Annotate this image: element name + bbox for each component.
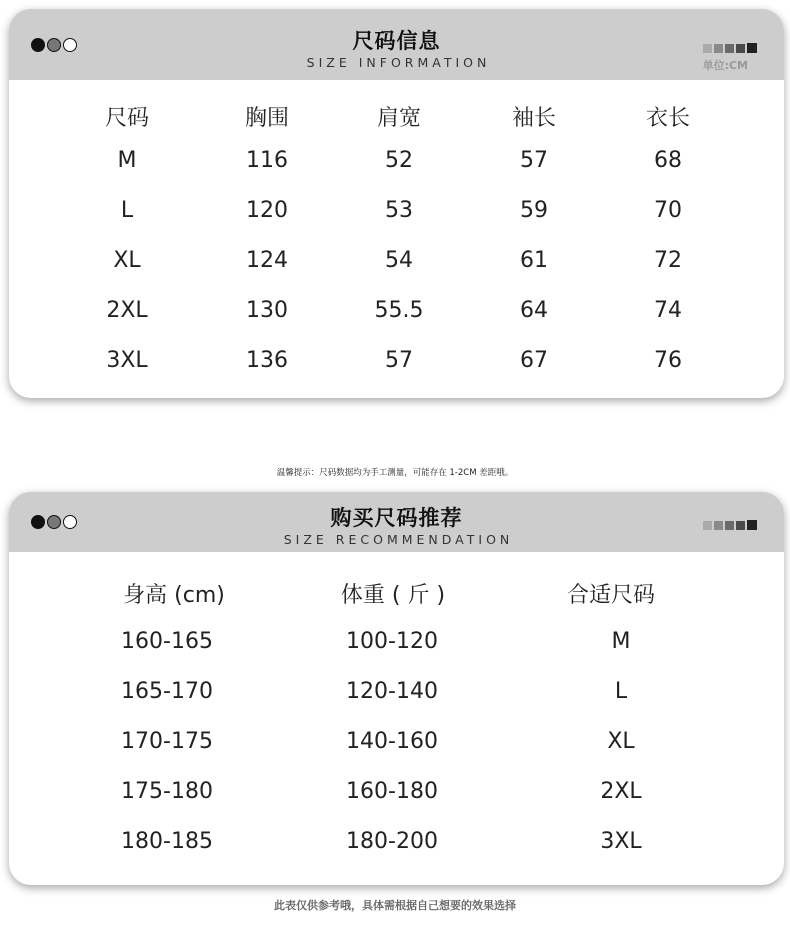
table-cell: L xyxy=(614,679,628,704)
size-recommendation-subtitle: SIZE RECOMMENDATION xyxy=(283,532,514,547)
column-header-shoulder: 肩宽 xyxy=(376,106,422,131)
table-cell: 67 xyxy=(520,348,548,373)
table-cell: 55.5 xyxy=(374,298,424,323)
size-information-title: 尺码信息 xyxy=(352,29,441,53)
square-icon xyxy=(703,521,712,530)
square-icon xyxy=(747,520,757,530)
column-header-height: 身高 (cm) xyxy=(123,583,225,608)
table-cell: 68 xyxy=(654,148,682,173)
table-cell: 160-180 xyxy=(346,779,438,804)
table-cell: 160-165 xyxy=(121,629,213,654)
table-cell: 64 xyxy=(520,298,548,323)
table-cell: L xyxy=(120,198,134,223)
gradient-squares-icon xyxy=(701,520,757,530)
table-cell: 175-180 xyxy=(121,779,213,804)
table-cell: 100-120 xyxy=(346,629,438,654)
table-cell: 54 xyxy=(385,248,413,273)
table-cell: 2XL xyxy=(600,779,642,804)
table-cell: 52 xyxy=(385,148,413,173)
column-header-size: 尺码 xyxy=(104,106,150,131)
unit-label: 单位:CM xyxy=(702,59,748,72)
size-information-card xyxy=(9,9,784,398)
column-header-fit-size: 合适尺码 xyxy=(566,583,656,608)
square-icon xyxy=(736,521,745,530)
table-cell: XL xyxy=(113,248,141,273)
table-cell: 116 xyxy=(246,148,288,173)
size-information-header xyxy=(9,9,784,80)
table-cell: M xyxy=(117,148,137,173)
size-recommendation-header xyxy=(9,492,784,552)
table-cell: 2XL xyxy=(106,298,148,323)
table-cell: 76 xyxy=(654,348,682,373)
table-cell: 59 xyxy=(520,198,548,223)
square-icon xyxy=(747,43,757,53)
table-cell: 72 xyxy=(654,248,682,273)
table-cell: 53 xyxy=(385,198,413,223)
column-header-chest: 胸围 xyxy=(244,106,290,131)
table-cell: 74 xyxy=(654,298,682,323)
size-recommendation-card xyxy=(9,492,784,885)
size-information-subtitle: SIZE INFORMATION xyxy=(306,55,491,70)
table-cell: 3XL xyxy=(600,829,642,854)
table-cell: 120 xyxy=(246,198,288,223)
table-cell: 136 xyxy=(246,348,288,373)
gradient-squares-icon xyxy=(701,43,757,53)
reference-note: 此表仅供参考哦，具体需根据自己想要的效果选择 xyxy=(274,899,516,912)
table-cell: 165-170 xyxy=(121,679,213,704)
square-icon xyxy=(736,44,745,53)
column-header-weight: 体重 ( 斤 ) xyxy=(340,583,446,608)
table-cell: 180-185 xyxy=(121,829,213,854)
square-icon xyxy=(714,44,723,53)
table-cell: 70 xyxy=(654,198,682,223)
square-icon xyxy=(725,44,734,53)
size-recommendation-title: 购买尺码推荐 xyxy=(330,506,463,530)
table-cell: 170-175 xyxy=(121,729,213,754)
table-cell: 57 xyxy=(385,348,413,373)
table-cell: M xyxy=(611,629,631,654)
column-header-sleeve: 袖长 xyxy=(511,106,557,131)
square-icon xyxy=(725,521,734,530)
table-cell: 130 xyxy=(246,298,288,323)
table-cell: 124 xyxy=(246,248,288,273)
square-icon xyxy=(703,44,712,53)
table-cell: 3XL xyxy=(106,348,148,373)
table-cell: XL xyxy=(607,729,635,754)
table-cell: 180-200 xyxy=(346,829,438,854)
table-cell: 61 xyxy=(520,248,548,273)
column-header-length: 衣长 xyxy=(645,106,691,131)
table-cell: 57 xyxy=(520,148,548,173)
square-icon xyxy=(714,521,723,530)
table-cell: 120-140 xyxy=(346,679,438,704)
table-cell: 140-160 xyxy=(346,729,438,754)
measurement-tip: 温馨提示：尺码数据均为手工测量，可能存在 1-2CM 差距哦。 xyxy=(276,468,514,478)
